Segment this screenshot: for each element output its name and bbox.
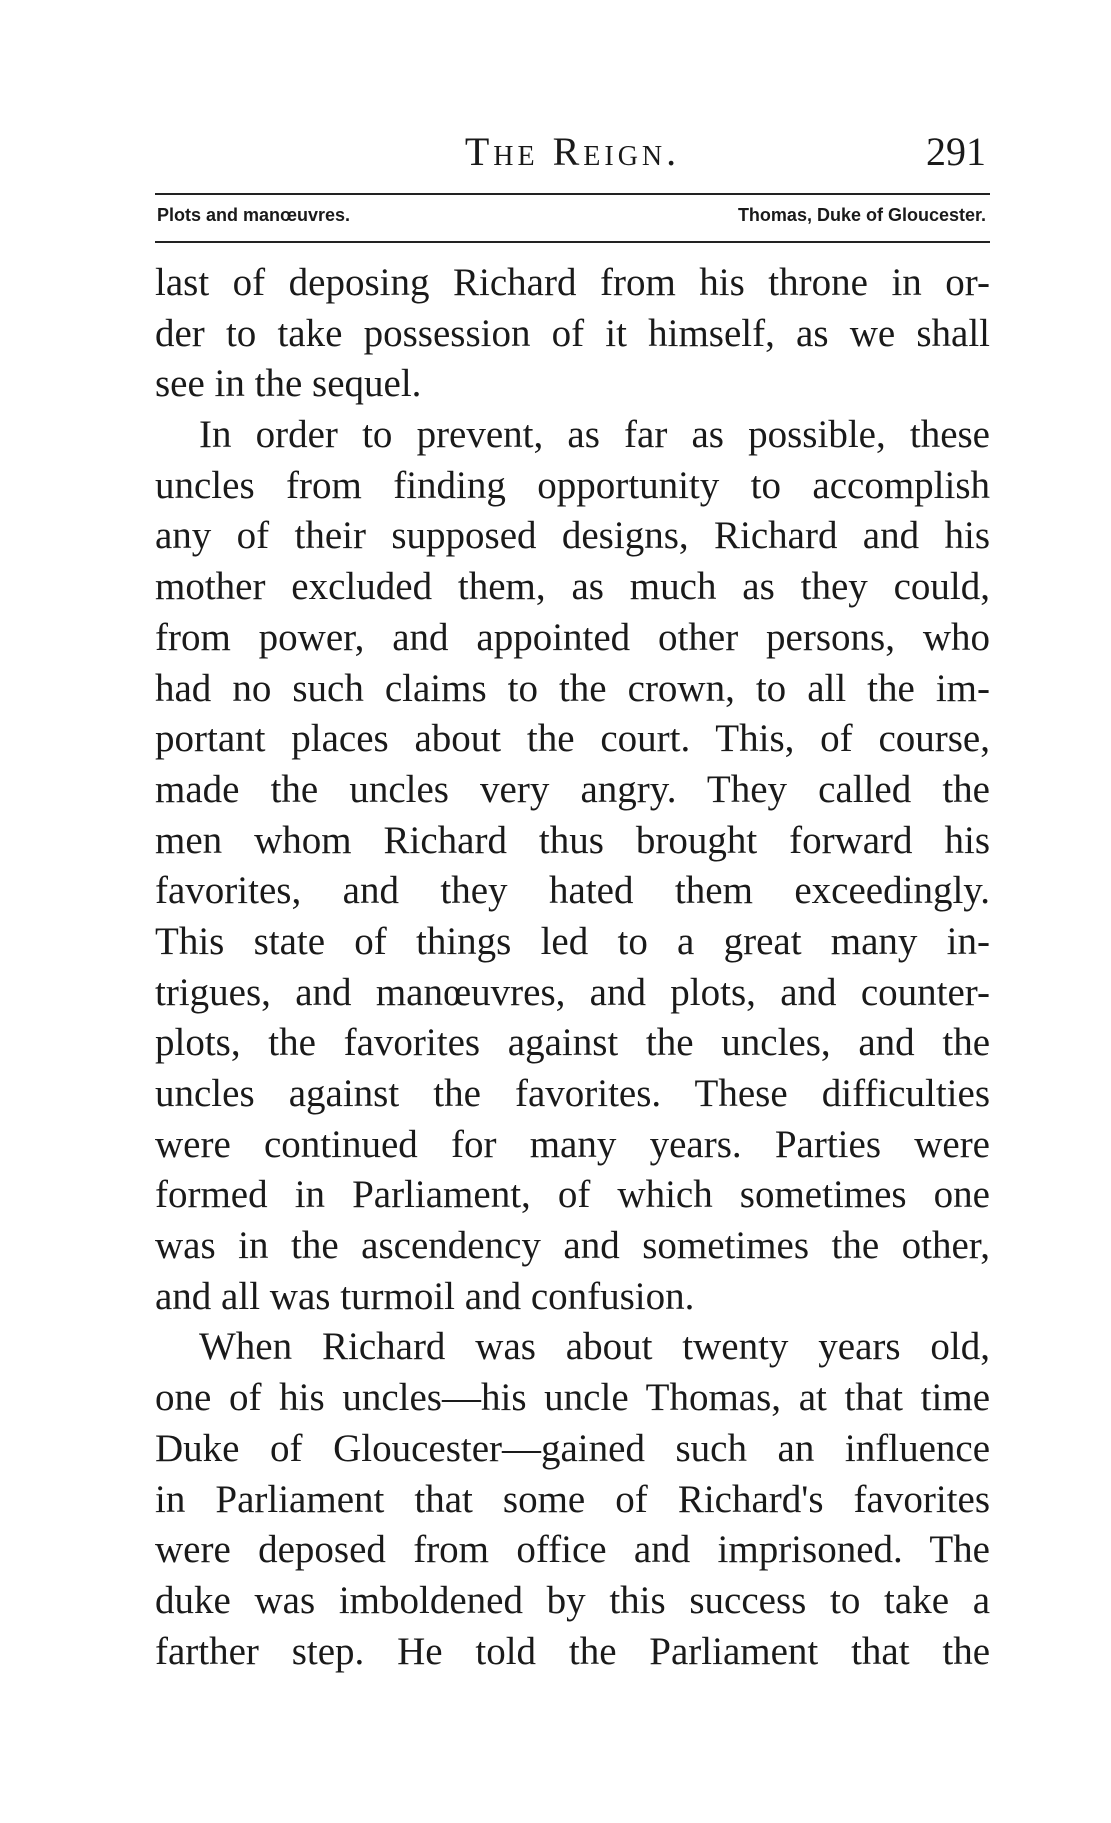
text-line: and all was turmoil and confusion. bbox=[155, 1274, 695, 1318]
subhead bbox=[155, 203, 990, 233]
body-text bbox=[155, 258, 990, 1677]
page-number: 291 bbox=[926, 129, 986, 174]
text-line: mother excluded them, as much as they could, bbox=[155, 565, 990, 609]
book-page bbox=[155, 0, 990, 1823]
text-line: last of deposing Richard from his throne in or- bbox=[155, 261, 990, 304]
text-line: one of his uncles—his uncle Thomas, at that time bbox=[155, 1376, 990, 1420]
text-line: formed in Parliament, of which sometimes one bbox=[155, 1173, 990, 1217]
text-line: from power, and appointed other persons, who bbox=[155, 615, 990, 659]
right-subhead: Thomas, Duke of Gloucester. bbox=[737, 205, 986, 225]
running-head bbox=[155, 128, 990, 176]
text-line: favorites, and they hated them exceedingly. bbox=[155, 869, 990, 913]
text-line: made the uncles very angry. They called the bbox=[155, 767, 990, 811]
header-rule-top bbox=[155, 193, 990, 195]
text-line: duke was imboldened by this success to take a bbox=[155, 1578, 990, 1622]
text-line: der to take possession of it himself, as we shall bbox=[155, 311, 990, 355]
text-line: portant places about the court. This, of course, bbox=[155, 717, 990, 761]
text-line: farther step. He told the Parliament that the bbox=[155, 1629, 990, 1673]
text-line: Duke of Gloucester—gained such an influence bbox=[155, 1426, 990, 1470]
text-line: In order to prevent, as far as possible, these bbox=[199, 413, 990, 457]
text-line: uncles against the favorites. These difficulties bbox=[155, 1072, 990, 1115]
text-line: any of their supposed designs, Richard and his bbox=[155, 514, 990, 558]
header-rule-bottom bbox=[155, 241, 990, 243]
text-line: were continued for many years. Parties were bbox=[155, 1122, 990, 1166]
text-line: was in the ascendency and sometimes the other, bbox=[155, 1224, 990, 1268]
text-line: uncles from finding opportunity to accomplish bbox=[155, 463, 990, 507]
text-line: trigues, and manœuvres, and plots, and counter- bbox=[155, 970, 990, 1014]
text-line: in Parliament that some of Richard's favorites bbox=[155, 1477, 990, 1521]
text-line: plots, the favorites against the uncles, and the bbox=[155, 1021, 990, 1065]
left-subhead: Plots and manœuvres. bbox=[157, 205, 351, 225]
text-line: When Richard was about twenty years old, bbox=[199, 1325, 990, 1369]
text-line: had no such claims to the crown, to all the im- bbox=[155, 666, 990, 710]
text-line: were deposed from office and imprisoned. The bbox=[155, 1528, 990, 1572]
text-line: men whom Richard thus brought forward his bbox=[155, 818, 990, 862]
running-title: The Reign. bbox=[464, 129, 681, 174]
text-line: see in the sequel. bbox=[155, 362, 422, 406]
text-line: This state of things led to a great many in- bbox=[155, 919, 990, 963]
